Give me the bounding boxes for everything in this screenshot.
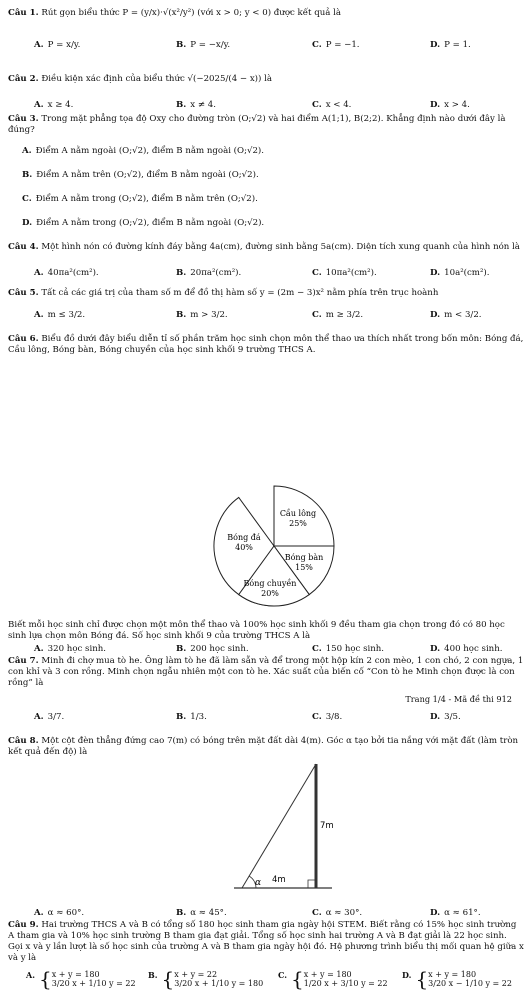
question-text: Trong mặt phẳng tọa độ Oxy cho đường tròn (O;√2) và hai điểm A(1;1), B(2;2). Khẳng định nào dưới đây là đúng? <box>8 114 506 135</box>
page-footer: Trang 1/4 - Mã đề thi 912 <box>405 694 512 704</box>
pie-chart <box>210 482 338 614</box>
question-text: Biểu đồ dưới đây biểu diễn tỉ số phần trăm học sinh chọn môn thể thao ưa thích nhất trong bốn môn: Bóng đá, Cầu lông, Bóng bàn, Bóng chuyền của học sinh khối 9 trường THCS A. <box>8 334 524 355</box>
question-2 <box>8 74 524 85</box>
option-b[interactable]: B. 20πa²(cm²). <box>176 268 242 278</box>
question-5 <box>8 288 524 299</box>
question-text: Biết mỗi học sinh chỉ được chọn một môn thể thao và 100% học sinh khối 9 đều tham gia chọn trong đó có 80 học sinh lựa chọn môn Bóng đá. Số học sinh khối 9 của trường THCS A là <box>8 620 505 641</box>
question-1 <box>8 8 524 19</box>
option-c[interactable]: C. 150 học sinh. <box>312 644 385 654</box>
option-b[interactable]: B. 1/3. <box>176 712 207 722</box>
question-text: Tất cả các giá trị của tham số m để đồ thị hàm số y = (2m − 3)x² nằm phía trên trục hoành <box>41 288 439 298</box>
pie-chart-svg <box>210 482 338 610</box>
pie-value-label: 40% <box>235 543 253 552</box>
option-b[interactable]: B. x ≠ 4. <box>176 100 216 110</box>
option-b[interactable]: B. {x + y = 22 3/20 x + 1/10 y = 180 <box>148 967 264 991</box>
option-a[interactable]: A. 320 học sinh. <box>34 644 107 654</box>
question-8 <box>8 736 524 758</box>
option-c[interactable]: C. P = −1. <box>312 40 360 50</box>
option-c[interactable]: C. α ≈ 30°. <box>312 908 363 918</box>
question-3 <box>8 114 524 136</box>
pie-category-label: Bóng đá <box>227 533 261 542</box>
option-d[interactable]: D. {x + y = 180 3/20 x − 1/10 y = 22 <box>402 967 512 991</box>
question-text: Hai trường THCS A và B có tổng số 180 học sinh tham gia ngày hội STEM. Biết rằng có 15% học sinh trường A tham gia và 10% học sinh trường B tham gia đạt giải. Tổng số học sinh hai trường A và B đạt giải là 22 học sinh. Gọi x và y lần lượt là số học sinh của trường A và B tham gia ngày hội đó. Hệ phương trình biểu thị mối quan hệ giữa x và y là <box>8 920 524 963</box>
option-d[interactable]: D. P = 1. <box>430 40 471 50</box>
question-text: Một hình nón có đường kính đáy bằng 4a(cm), đường sinh bằng 5a(cm). Diện tích xung quanh của hình nón là <box>41 242 520 252</box>
option-a[interactable]: A. 40πa²(cm²). <box>34 268 99 278</box>
question-text: Rút gọn biểu thức P = (y/x)·√(x²/y²) (với x > 0; y < 0) được kết quả là <box>41 8 341 18</box>
option-b[interactable]: B. 200 học sinh. <box>176 644 249 654</box>
option-c[interactable]: C. 3/8. <box>312 712 343 722</box>
option-d[interactable]: D. x > 4. <box>430 100 470 110</box>
question-text: Một cột đèn thẳng đứng cao 7(m) có bóng trên mặt đất dài 4(m). Góc α tạo bởi tia nắng với mặt đất (làm tròn kết quả đến độ) là <box>8 736 519 757</box>
option-a[interactable]: A. {x + y = 180 3/20 x + 1/10 y = 22 <box>26 967 136 991</box>
base-label: 4m <box>272 875 286 885</box>
option-b[interactable]: B. P = −x/y. <box>176 40 231 50</box>
option-b[interactable]: B. α ≈ 45°. <box>176 908 227 918</box>
pie-category-label: Cầu lông <box>279 509 317 518</box>
question-6 <box>8 334 524 356</box>
question-7-options <box>8 712 524 726</box>
question-number: Câu 3. <box>8 114 39 124</box>
option-d[interactable]: D. Điểm A nằm trong (O;√2), điểm B nằm ngoài (O;√2). <box>22 218 265 228</box>
question-number: Câu 9. <box>8 920 39 930</box>
question-number: Câu 8. <box>8 736 39 746</box>
option-c[interactable]: C. {x + y = 180 1/20 x + 3/10 y = 22 <box>278 967 388 991</box>
option-b[interactable]: B. m > 3/2. <box>176 310 228 320</box>
question-4-options <box>8 268 524 282</box>
option-c[interactable]: C. 10πa²(cm²). <box>312 268 377 278</box>
question-number: Câu 4. <box>8 242 39 252</box>
pie-value-label: 15% <box>295 563 313 572</box>
pie-category-label: Bóng chuyền <box>243 579 297 588</box>
option-a[interactable]: A. Điểm A nằm ngoài (O;√2), điểm B nằm ngoài (O;√2). <box>22 146 265 156</box>
question-5-options <box>8 310 524 324</box>
question-7 <box>8 656 524 689</box>
question-number: Câu 7. <box>8 656 39 666</box>
question-9 <box>8 920 524 964</box>
option-d[interactable]: D. α ≈ 61°. <box>430 908 481 918</box>
option-a[interactable]: A. m ≤ 3/2. <box>34 310 86 320</box>
option-d[interactable]: D. 400 học sinh. <box>430 644 503 654</box>
question-number: Câu 5. <box>8 288 39 298</box>
option-a[interactable]: A. α ≈ 60°. <box>34 908 85 918</box>
option-b[interactable]: B. Điểm A nằm trên (O;√2), điểm B nằm ngoài (O;√2). <box>22 170 259 180</box>
option-d[interactable]: D. m < 3/2. <box>430 310 482 320</box>
option-a[interactable]: A. P = x/y. <box>34 40 81 50</box>
pie-category-label: Bóng bàn <box>284 553 324 562</box>
question-number: Câu 2. <box>8 74 39 84</box>
question-1-options <box>8 40 524 54</box>
option-a[interactable]: A. 3/7. <box>34 712 65 722</box>
pie-value-label: 25% <box>289 519 307 528</box>
option-c[interactable]: C. m ≥ 3/2. <box>312 310 364 320</box>
question-number: Câu 6. <box>8 334 39 344</box>
question-number: Câu 1. <box>8 8 39 18</box>
question-text: Điều kiện xác định của biểu thức √(−2025/(4 − x)) là <box>41 74 272 84</box>
angle-label: α <box>255 878 262 888</box>
option-a[interactable]: A. x ≥ 4. <box>34 100 74 110</box>
pie-value-label: 20% <box>261 589 279 598</box>
question-6-after <box>8 620 524 642</box>
question-4 <box>8 242 524 253</box>
question-2-options <box>8 100 524 114</box>
option-c[interactable]: C. x < 4. <box>312 100 352 110</box>
sun-ray <box>242 764 316 888</box>
option-d[interactable]: D. 10a²(cm²). <box>430 268 490 278</box>
height-label: 7m <box>320 821 334 831</box>
lamp-post-diagram <box>228 758 348 898</box>
question-text: Minh đi chợ mua tò he. Ông làm tò he đã làm sẵn và để trong một hộp kín 2 con mèo, 1 con chó, 2 con ngựa, 1 con khỉ và 3 con rồng. Minh chọn ngẫu nhiên một con tò he. Xác suất của biến cố “Con tò he Minh chọn được là con rồng” là <box>8 656 524 688</box>
option-d[interactable]: D. 3/5. <box>430 712 461 722</box>
option-c[interactable]: C. Điểm A nằm trong (O;√2), điểm B nằm trên (O;√2). <box>22 194 258 204</box>
